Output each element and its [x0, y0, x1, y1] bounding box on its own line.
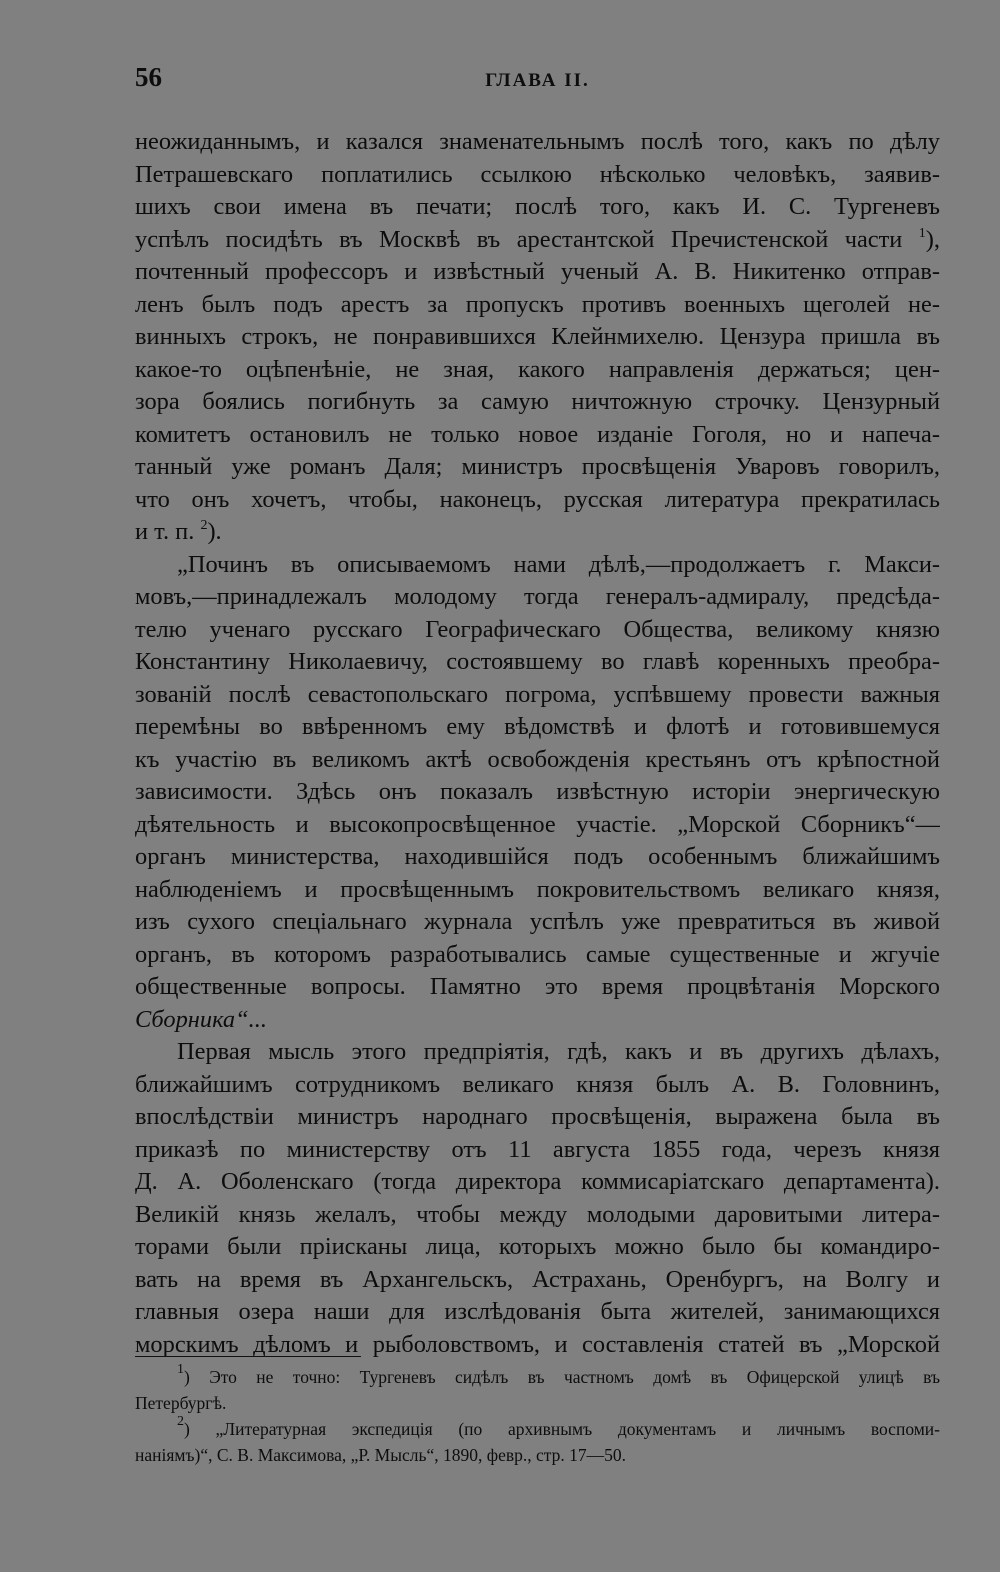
text-line: изъ сухого спеціальнаго журнала успѣлъ уже превратиться въ живой [135, 908, 940, 935]
text-line [135, 224, 940, 257]
text-line: дѣятельность и высокопросвѣщенное участіе. „Морской Сборникъ“— [135, 810, 940, 838]
text-line: неожиданнымъ, и казался знаменательнымъ послѣ того, какъ по дѣлу [135, 128, 940, 155]
footnote-ref-2: 2 [200, 518, 208, 533]
text-line: Великій князь желалъ, чтобы между молодыми даровитыми литера- [135, 1200, 940, 1228]
text-line: Сборника“... [135, 1005, 267, 1033]
main-text [135, 126, 940, 1361]
text-line: винныхъ строкъ, не понравившихся Клейнмихелю. Цензура пришла въ [135, 323, 940, 350]
text-line: ближайшимъ сотрудникомъ великаго князя былъ А. В. Головнинъ, [135, 1070, 940, 1098]
footnote-mark: 1 [177, 1364, 184, 1377]
text-line: Константину Николаевичу, состоявшему во главѣ коренныхъ преобра- [135, 648, 940, 675]
footnote-text: ) Это не точно: Тургеневъ сидѣлъ въ частномъ домѣ въ Офицерской улицѣ въ [184, 1367, 940, 1387]
footnote-text: ) „Литературная экспедиція (по архивнымъ документамъ и личнымъ воспоми- [184, 1419, 940, 1439]
text-line: Д. А. Оболенскаго (тогда директора коммисаріатскаго департамента). [135, 1168, 940, 1195]
text-line [135, 516, 940, 549]
text-line: зованій послѣ севастопольскаго погрома, успѣвшему провести важныя [135, 680, 940, 708]
footnote-line [135, 1364, 940, 1390]
footnote-line: Петербургѣ. [135, 1393, 227, 1413]
text-line: зависимости. Здѣсь онъ показалъ извѣстную исторіи энергическую [135, 778, 940, 805]
footnote-ref-1: 1 [918, 225, 926, 241]
footnotes [135, 1364, 940, 1468]
text-line: впослѣдствіи министръ народнаго просвѣщенія, выражена была въ [135, 1103, 940, 1130]
footnote-2 [135, 1416, 940, 1468]
text-line: приказѣ по министерству отъ 11 августа 1855 года, черезъ князя [135, 1135, 940, 1163]
text-line: Первая мысль этого предпріятія, гдѣ, какъ и въ другихъ дѣлахъ, [177, 1038, 940, 1065]
footnote-mark: 2 [177, 1416, 184, 1429]
text-line: главныя озера наши для изслѣдованія быта жителей, занимающихся [135, 1298, 940, 1325]
text-line: перемѣны во ввѣренномъ ему вѣдомствѣ и флотѣ и готовившемуся [135, 713, 940, 740]
text-line: почтенный профессоръ и извѣстный ученый А. В. Никитенко отправ- [135, 258, 940, 285]
text-line: вать на время въ Архангельскъ, Астрахань, Оренбургъ, на Волгу и [135, 1265, 940, 1293]
text-line: органъ, въ которомъ разработывались самые существенные и жгучіе [135, 940, 940, 968]
paragraph-2 [135, 549, 940, 1037]
text-line: органъ министерства, находившійся подъ особеннымъ ближайшимъ [135, 843, 940, 870]
text-line: общественные вопросы. Памятно это время процвѣтанія Морского [135, 973, 940, 1000]
line-tail: ). [207, 518, 222, 545]
text-line: танный уже романъ Даля; министръ просвѣщенія Уваровъ говорилъ, [135, 453, 940, 480]
text-line: наблюденіемъ и просвѣщеннымъ покровительствомъ великаго князя, [135, 875, 940, 903]
page-number: 56 [135, 62, 162, 92]
text-line: зора боялись погибнуть за самую ничтожную строчку. Цензурный [135, 388, 940, 415]
text-line: комитетъ остановилъ не только новое изданіе Гоголя, но и напеча- [135, 420, 940, 448]
text-line: къ участію въ великомъ актѣ освобожденія крестьянъ отъ крѣпостной [135, 745, 940, 773]
text-line: мовъ,—принадлежалъ молодому тогда генералъ-адмиралу, предсѣда- [135, 583, 940, 610]
text-line: морскимъ дѣломъ и рыболовствомъ, и составленія статей въ „Морской [135, 1330, 940, 1358]
footnote-line [135, 1416, 940, 1442]
line-text: успѣлъ посидѣть въ Москвѣ въ арестантской Пречистенской части [135, 225, 903, 253]
text-line: Петрашевскаго поплатились ссылкою нѣсколько человѣкъ, заявив- [135, 160, 940, 188]
text-line: торами были пріисканы лица, которыхъ можно было бы командиро- [135, 1233, 940, 1260]
page-header [135, 62, 940, 102]
footnote-line: наніямъ)“, С. В. Максимова, „Р. Мысль“, 1890, февр., стр. 17—50. [135, 1445, 626, 1465]
text-line: какое-то оцѣпенѣніе, не зная, какого направленія держаться; цен- [135, 355, 940, 383]
footnote-divider [135, 1356, 361, 1357]
footnote-1 [135, 1364, 940, 1416]
text-line: что онъ хочетъ, чтобы, наконецъ, русская литература прекратилась [135, 485, 940, 513]
line-tail: ), [925, 225, 940, 253]
text-line: ленъ былъ подъ арестъ за пропускъ противъ военныхъ щеголей не- [135, 290, 940, 318]
running-head-chapter-title: ГЛАВА II. [485, 70, 590, 91]
text-line: шихъ свои имена въ печати; послѣ того, какъ И. С. Тургеневъ [135, 193, 940, 220]
line-text: и т. п. [135, 518, 195, 545]
text-line: „Починъ въ описываемомъ нами дѣлѣ,—продолжаетъ г. Макси- [177, 550, 940, 578]
paragraph-3 [135, 1036, 940, 1361]
text-line: телю ученаго русскаго Географическаго Общества, великому князю [135, 615, 940, 643]
paragraph-1 [135, 126, 940, 549]
